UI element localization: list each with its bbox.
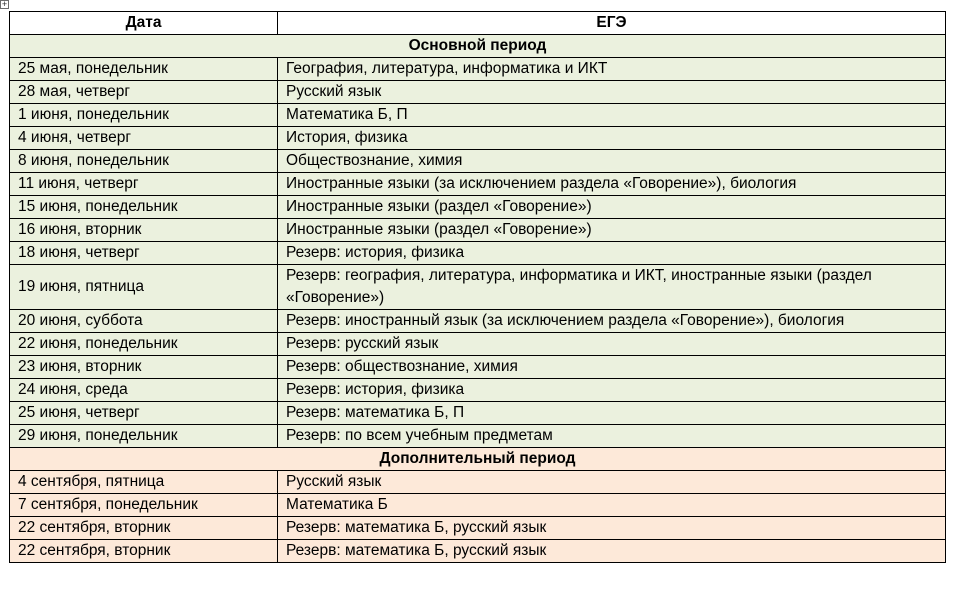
table-row [10,150,946,173]
table-row [10,356,946,379]
main-period-title: Основной период [10,35,946,58]
additional-period-title: Дополнительный период [10,448,946,471]
row-subject: Математика Б, П [278,104,946,127]
table-row [10,104,946,127]
row-subject: Русский язык [278,81,946,104]
table-row [10,196,946,219]
row-date: 15 июня, понедельник [10,196,278,219]
exam-schedule-table [9,11,946,563]
row-date: 25 июня, четверг [10,402,278,425]
row-date: 28 мая, четверг [10,81,278,104]
row-subject: Резерв: иностранный язык (за исключением раздела «Говорение»), биология [278,310,946,333]
row-date: 8 июня, понедельник [10,150,278,173]
row-date: 22 сентября, вторник [10,517,278,540]
row-date: 24 июня, среда [10,379,278,402]
row-subject: Иностранные языки (раздел «Говорение») [278,219,946,242]
row-subject: Резерв: математика Б, русский язык [278,517,946,540]
row-subject: Резерв: история, физика [278,242,946,265]
table-row [10,471,946,494]
row-date: 7 сентября, понедельник [10,494,278,517]
table-row [10,173,946,196]
row-subject: Русский язык [278,471,946,494]
row-date: 23 июня, вторник [10,356,278,379]
header-exam: ЕГЭ [278,12,946,35]
table-row [10,242,946,265]
header-row [10,12,946,35]
row-subject: Резерв: география, литература, информатика и ИКТ, иностранные языки (раздел «Говорение») [278,265,946,310]
row-date: 19 июня, пятница [10,265,278,310]
row-date: 11 июня, четверг [10,173,278,196]
row-subject: Резерв: математика Б, П [278,402,946,425]
table-move-handle-icon[interactable]: + [1,0,8,9]
row-date: 25 мая, понедельник [10,58,278,81]
row-date: 22 сентября, вторник [10,540,278,563]
table-row [10,310,946,333]
row-date: 4 сентября, пятница [10,471,278,494]
table-row [10,265,946,310]
row-subject: Резерв: обществознание, химия [278,356,946,379]
table-row [10,58,946,81]
row-subject: Резерв: по всем учебным предметам [278,425,946,448]
table-row [10,379,946,402]
table-row [10,219,946,242]
additional-period-section-row [10,448,946,471]
row-subject: Обществознание, химия [278,150,946,173]
row-subject: Математика Б [278,494,946,517]
row-date: 4 июня, четверг [10,127,278,150]
header-date: Дата [10,12,278,35]
row-subject: География, литература, информатика и ИКТ [278,58,946,81]
table-row [10,333,946,356]
row-date: 20 июня, суббота [10,310,278,333]
row-subject: Резерв: история, физика [278,379,946,402]
table-row [10,517,946,540]
table-row [10,540,946,563]
row-date: 22 июня, понедельник [10,333,278,356]
table-row [10,425,946,448]
row-date: 16 июня, вторник [10,219,278,242]
row-date: 29 июня, понедельник [10,425,278,448]
table-row [10,127,946,150]
row-date: 18 июня, четверг [10,242,278,265]
table-row [10,494,946,517]
row-date: 1 июня, понедельник [10,104,278,127]
row-subject: Иностранные языки (раздел «Говорение») [278,196,946,219]
main-period-section-row [10,35,946,58]
row-subject: История, физика [278,127,946,150]
table-row [10,402,946,425]
table-row [10,81,946,104]
row-subject: Резерв: русский язык [278,333,946,356]
row-subject: Резерв: математика Б, русский язык [278,540,946,563]
row-subject: Иностранные языки (за исключением раздела «Говорение»), биология [278,173,946,196]
